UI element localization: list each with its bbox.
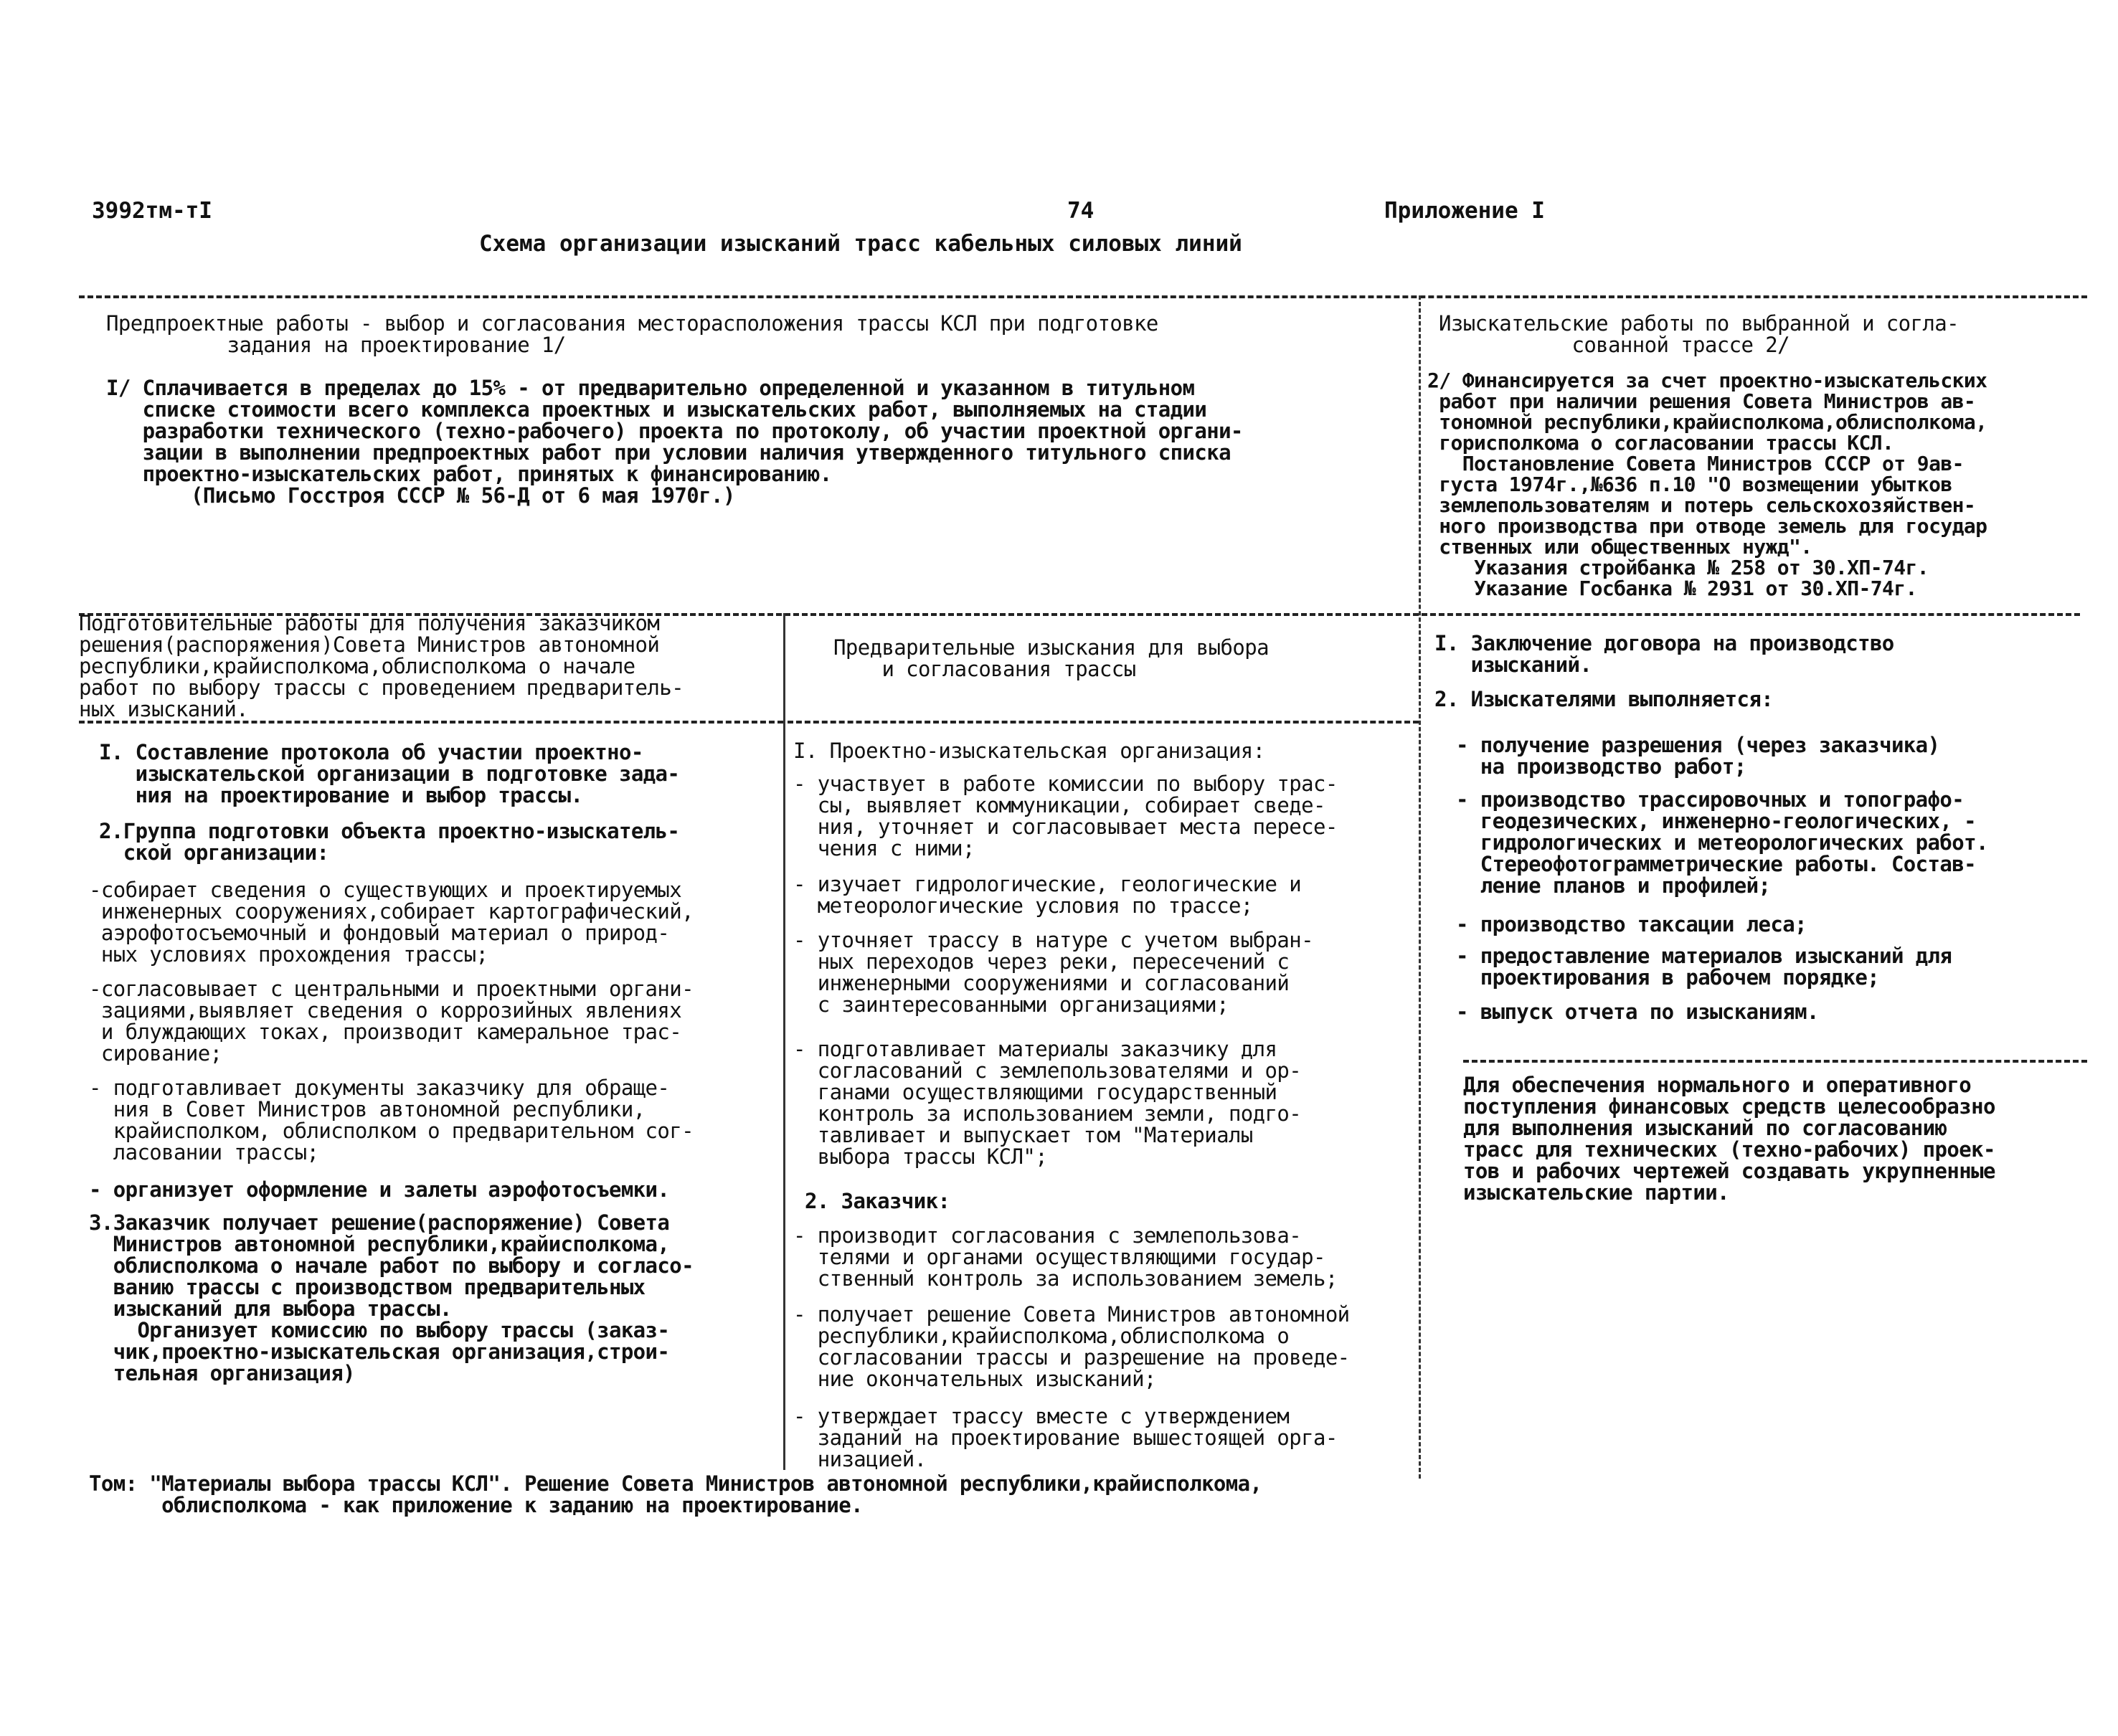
col1-bullet-4: - организует оформление и залеты аэрофотосъемки. [89, 1177, 670, 1202]
col2-bullet-6: - получает решение Совета Министров автономной республики,крайисполкома,облисполкома о согласовании трассы и разрешение на проведе- ние окончательных изысканий; [793, 1302, 1350, 1391]
col2-bullet-1: - участвует в работе комиссии по выбору трас- сы, выявляет коммуникации, собирает сведе- ния, уточняет и согласовывает места пересе- чения с ними; [793, 772, 1338, 860]
col3-item-2: 2. Изыскателями выполняется: [1434, 687, 1774, 711]
col3-bullet-1: - получение разрешения (через заказчика) на производство работ; [1456, 733, 1940, 779]
col1-heading: Подготовительные работы для получения заказчиком решения(распоряжения)Совета Министров автономной республики,крайисполкома,облисполкома о начале работ по выбору трассы с проведением предваритель- ных изысканий. [79, 611, 684, 721]
col3-bullet-2: - производство трассировочных и топографо- геодезических, инженерно-геологических, - гидрологических и метеорологических работ. Стереофотограмметрические работы. Состав- ление планов и профилей; [1456, 787, 1988, 898]
col1-bullet-3: - подготавливает документы заказчику для обраще- ния в Совет Министров автономной республики, крайисполком, облисполком о предварительном сог- ласовании трассы; [89, 1076, 694, 1165]
col3-bullet-5: - выпуск отчета по изысканиям. [1456, 1000, 1819, 1024]
document-code: 3992тм-тI [92, 198, 212, 224]
col1-bullet-1: -собирает сведения о существующих и проектируемых инженерных сооружениях,собирает картографический, аэрофотосъемочный и фондовый материал о природ- ных условиях прохождения трассы; [89, 878, 694, 967]
col2-item-1: I. Проектно-изыскательская организация: [793, 739, 1265, 763]
col1-item-1: I. Составление протокола об участии проектно- изыскательской организации в подготовке зада- ния на проектирование и выбор трассы. [99, 740, 680, 807]
col3-note-rule [1463, 1060, 2087, 1063]
col1-item-2: 2.Группа подготовки объекта проектно-изыскатель- ской организации: [99, 819, 680, 865]
col3-bullet-4: - предоставление материалов изысканий для проектирования в рабочем порядке; [1456, 944, 1952, 990]
column-divider-1 [783, 613, 785, 1470]
col1-item-3: 3.Заказчик получает решение(распоряжение) Совета Министров автономной республики,крайисполкома, облисполкома о начале работ по выбору и согласо- ванию трассы с производством предварительных изысканий для выбора трассы. Организует комиссию по выбору трассы (заказ- чик,проектно-изыскательская организация,строи- тельная организация) [89, 1210, 694, 1385]
col3-item-1: I. Заключение договора на производство изысканий. [1434, 631, 1894, 677]
footer-note: Том: "Материалы выбора трассы КСЛ". Решение Совета Министров автономной республики,крайисполкома, облисполкома - как приложение к заданию на проектирование. [89, 1471, 1262, 1517]
preproject-footnote: I/ Сплачивается в пределах до 15% - от предварительно определенной и указанном в титульном списке стоимости всего комплекса проектных и изыскательских работ, выполняемых на стадии разработки технического (техно-рабочего) проекта по протоколу, об участии проектной органи- зации в выполнении предпроектных работ при условии наличия утвержденного титульного списка проектно-изыскательских работ, принятых к финансированию. (Письмо Госстроя СССР № 56-Д от 6 мая 1970г.) [106, 376, 1243, 508]
col2-bullet-2: - изучает гидрологические, геологические и метеорологические условия по трассе; [793, 872, 1302, 918]
page-title: Схема организации изысканий трасс кабельных силовых линий [479, 231, 1242, 257]
col3-note: Для обеспечения нормального и оперативного поступления финансовых средств целесообразно для выполнения изысканий по согласованию трасс для технических (техно-рабочих) проек- тов и рабочих чертежей создавать укрупненные изыскательские партии. [1463, 1073, 1995, 1205]
page-number: 74 [1067, 198, 1095, 224]
col2-item-2: 2. Заказчик: [805, 1189, 950, 1213]
appendix-label: Приложение I [1384, 198, 1545, 224]
survey-footnote: 2/ Финансируется за счет проектно-изыскательских работ при наличии решения Совета Министров ав- тономной республики,крайисполкома,облисполкома, горисполкома о согласовании трассы КСЛ. Постановление Совета Министров СССР от 9ав- густа 1974г.,№636 п.10 "О возмещении убытков землепользователям и потерь сельскохозяйствен- ного производства при отводе земель для государ ственных или общественных нужд". Указания стройбанка № 258 от 30.ХП-74г. Указание Госбанка № 2931 от 30.ХП-74г. [1427, 369, 1987, 600]
col2-bullet-7: - утверждает трассу вместе с утверждением заданий на проектирование вышестоящей орга- низацией. [793, 1404, 1338, 1471]
survey-heading: Изыскательские работы по выбранной и согла- сованной трассе 2/ [1439, 311, 1959, 357]
top-dashed-rule [79, 295, 2087, 298]
col2-bullet-5: - производит согласования с землепользова- телями и органами осуществляющими государ- ственный контроль за использованием земель; [793, 1223, 1338, 1291]
preproject-heading: Предпроектные работы - выбор и согласования месторасположения трассы КСЛ при подготовке задания на проектирование 1/ [106, 311, 1158, 357]
col3-bullet-3: - производство таксации леса; [1456, 912, 1807, 936]
col2-heading: Предварительные изыскания для выбора и согласования трассы [833, 635, 1269, 681]
survey-header-bottom-rule [1422, 613, 2080, 616]
col1-bullet-2: -согласовывает с центральными и проектными органи- зациями,выявляет сведения о коррозийных явлениях и блуждающих токах, производит камеральное трас- сирование; [89, 977, 694, 1066]
right-column-divider [1419, 295, 1421, 1479]
col2-heading-rule [788, 721, 1419, 724]
col2-bullet-3: - уточняет трассу в натуре с учетом выбран- ных переходов через реки, пересечений с инженерными сооружениями и согласований с заинтересованными организациями; [793, 928, 1313, 1017]
col2-bullet-4: - подготавливает материалы заказчику для согласований с землепользователями и ор- ганами осуществляющими государственный контроль за использованием земли, подго- тавливает и выпускает том "Материалы выбора трассы КСЛ"; [793, 1037, 1302, 1169]
